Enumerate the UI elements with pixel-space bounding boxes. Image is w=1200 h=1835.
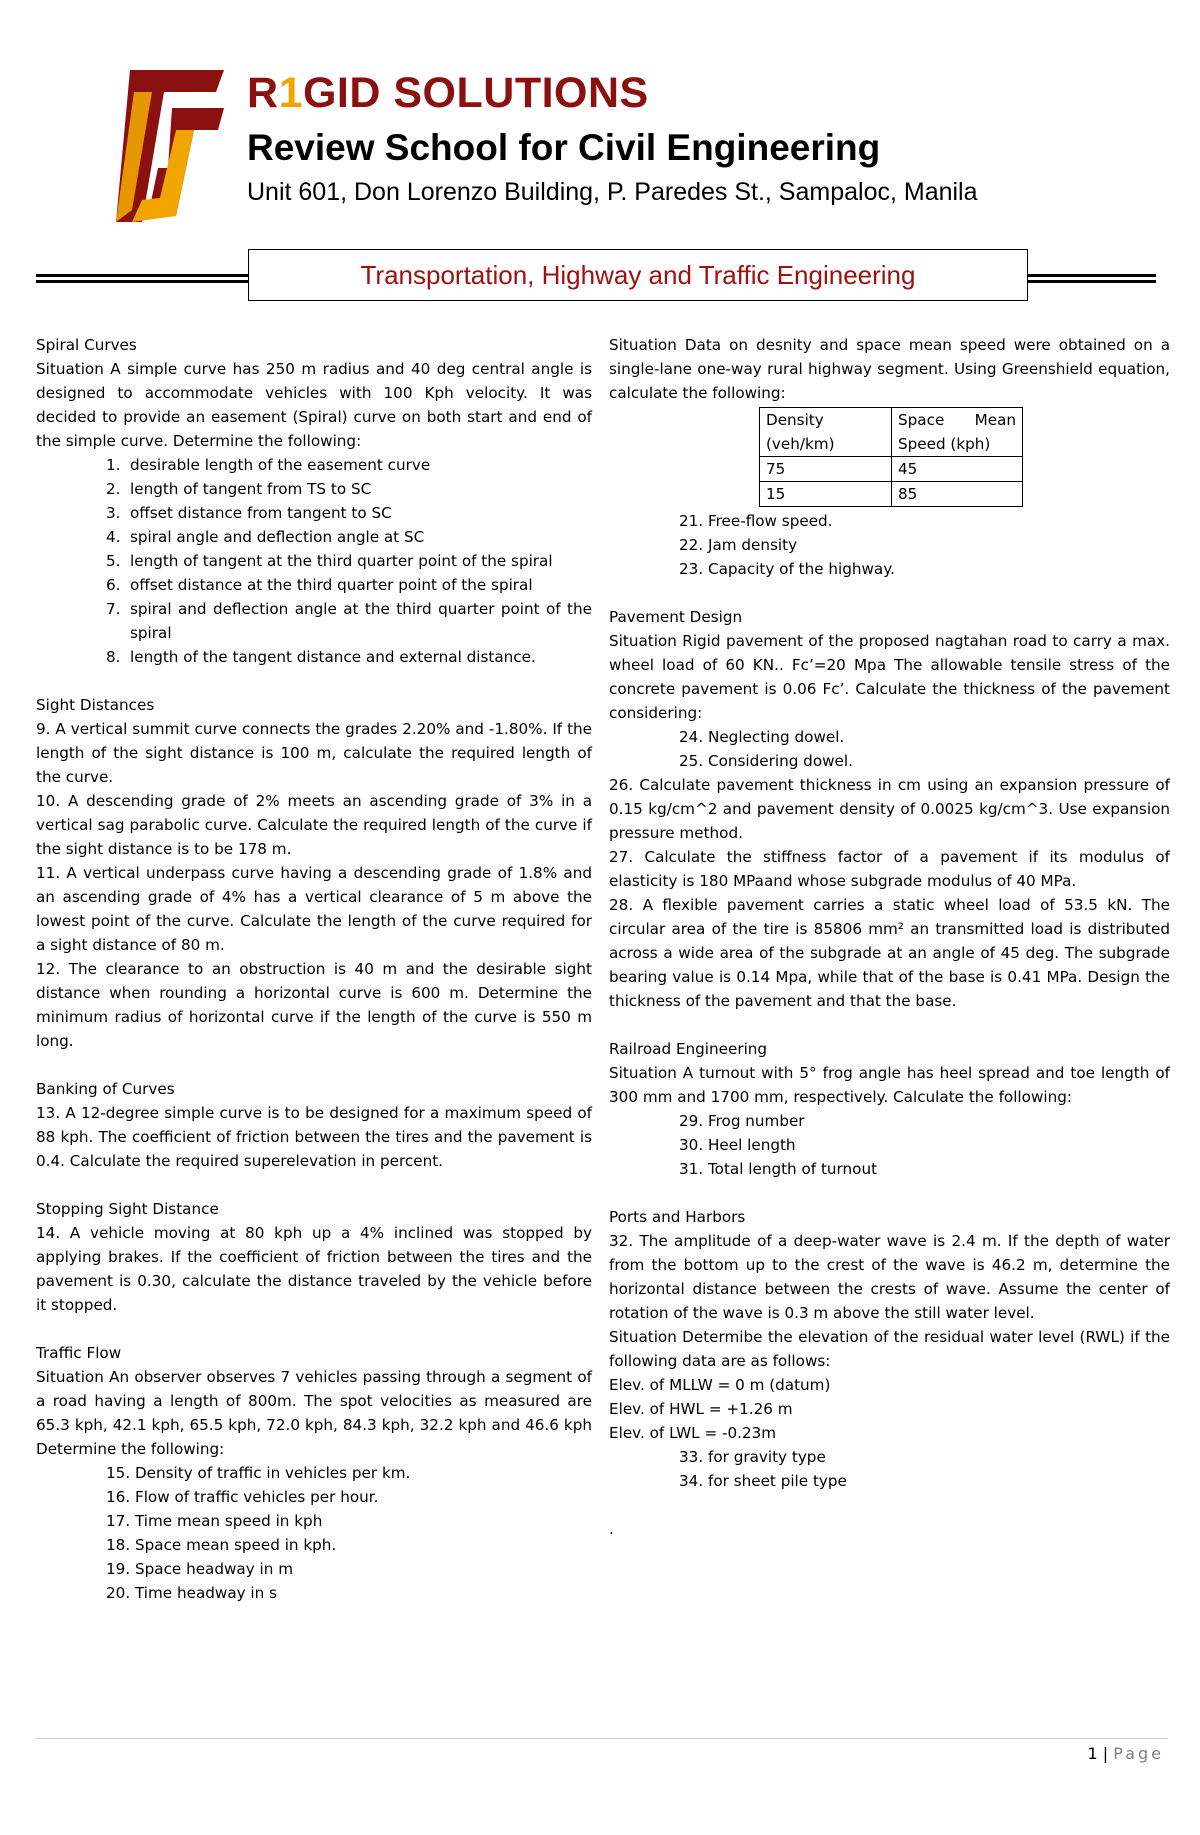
rigid-solutions-logo (112, 70, 224, 222)
trailing-dot: . (609, 1520, 614, 1538)
school-address: Unit 601, Don Lorenzo Building, P. Paredes St., Sampaloc, Manila (247, 178, 978, 206)
list-item: 21. Free-flow speed. (679, 512, 833, 530)
table-cell: 15 (760, 482, 892, 507)
list-item: 16. Flow of traffic vehicles per hour. (106, 1488, 379, 1506)
table-cell: 45 (892, 457, 1023, 482)
problem-32: 32. The amplitude of a deep-water wave is 2.4 m. If the depth of water from the bottom up to the crest of the wave is 46.2 m, determine the horizontal distance between the crests of wave. Assume the center of rotation of the wave is 0.3 m above the still water level. (609, 1232, 1170, 1322)
problem-27: 27. Calculate the stiffness factor of a pavement if its modulus of elasticity is 180 MPaand whose subgrade modulus of 40 MPa. (609, 848, 1170, 890)
problem-9: 9. A vertical summit curve connects the grades 2.20% and -1.80%. If the length of the sight distance is 100 m, calculate the required length of the curve. (36, 720, 592, 786)
list-item: 24. Neglecting dowel. (679, 728, 845, 746)
elevation-line: Elev. of LWL = -0.23m (609, 1424, 777, 1442)
left-column (36, 333, 592, 1605)
list-item: 18. Space mean speed in kph. (106, 1536, 337, 1554)
list-item: 6. offset distance at the third quarter point of the spiral (106, 576, 533, 594)
list-item: 23. Capacity of the highway. (679, 560, 895, 578)
rwl-situation: Situation Determibe the elevation of the residual water level (RWL) if the following data are as follows: (609, 1328, 1170, 1370)
section-title-sight: Sight Distances (36, 696, 155, 714)
density-speed-table (759, 407, 1023, 507)
section-title-banking: Banking of Curves (36, 1080, 175, 1098)
elevation-line: Elev. of HWL = +1.26 m (609, 1400, 793, 1418)
pavement-situation: Situation Rigid pavement of the proposed nagtahan road to carry a max. wheel load of 60 KN.. Fc’=20 Mpa The allowable tensile stress of the concrete pavement is 0.06 Fc’. Calculate the thickness of the pavement considering: (609, 632, 1170, 722)
list-item: 4. spiral angle and deflection angle at SC (106, 528, 425, 546)
problem-10: 10. A descending grade of 2% meets an ascending grade of 3% in a vertical sag parabolic curve. Calculate the required length of the curve if the sight distance is to be 178 m. (36, 792, 592, 858)
brand-name (247, 69, 649, 117)
page-number (1088, 1744, 1165, 1763)
list-item: 20. Time headway in s (106, 1584, 278, 1602)
problem-13: 13. A 12-degree simple curve is to be designed for a maximum speed of 88 kph. The coefficient of friction between the tires and the pavement is 0.4. Calculate the required superelevation in percent. (36, 1104, 592, 1170)
greenshield-situation: Situation Data on desnity and space mean speed were obtained on a single-lane one-way rural highway segment. Using Greenshield equation, calculate the following: (609, 336, 1170, 402)
list-item: 25. Considering dowel. (679, 752, 853, 770)
section-title-traffic: Traffic Flow (36, 1344, 122, 1362)
table-cell: 85 (892, 482, 1023, 507)
right-column (609, 333, 1170, 1541)
list-item: 2. length of tangent from TS to SC (106, 480, 372, 498)
list-item: 7. spiral and deflection angle at the third quarter point of the spiral (106, 600, 592, 642)
problem-28: 28. A flexible pavement carries a static wheel load of 53.5 kN. The circular area of the tire is 85806 mm² an transmitted load is distributed across a wide area of the subgrade at an angle of 45 deg. The subgrade bearing value is 0.14 Mpa, while that of the base is 0.41 MPa. Design the thickness of the pavement and that the base. (609, 896, 1170, 1010)
elevation-line: Elev. of MLLW = 0 m (datum) (609, 1376, 831, 1394)
school-name: Review School for Civil Engineering (247, 127, 881, 168)
table-row (760, 457, 1023, 482)
list-item: 15. Density of traffic in vehicles per km. (106, 1464, 411, 1482)
subject-banner (248, 249, 1028, 301)
problem-26: 26. Calculate pavement thickness in cm using an expansion pressure of 0.15 kg/cm^2 and pavement density of 0.0025 kg/cm^3. Use expansion pressure method. (609, 776, 1170, 842)
list-item: 17. Time mean speed in kph (106, 1512, 323, 1530)
list-item: 34. for sheet pile type (679, 1472, 847, 1490)
page-number-value: 1 (1087, 1744, 1098, 1763)
section-title-spiral: Spiral Curves (36, 336, 137, 354)
table-header-cell: Density (veh/km) (760, 408, 892, 457)
subject-title: Transportation, Highway and Traffic Engineering (360, 259, 916, 290)
table-cell: 75 (760, 457, 892, 482)
list-item: 31. Total length of turnout (679, 1160, 878, 1178)
section-title-railroad: Railroad Engineering (609, 1040, 768, 1058)
header-rule-right (1028, 274, 1156, 283)
problem-14: 14. A vehicle moving at 80 kph up a 4% inclined was stopped by applying brakes. If the coefficient of friction between the tires and the pavement is 0.30, calculate the distance traveled by the vehicle before it stopped. (36, 1224, 592, 1314)
table-row (760, 482, 1023, 507)
brand-prefix: R (247, 69, 279, 117)
section-title-pavement: Pavement Design (609, 608, 743, 626)
traffic-situation: Situation An observer observes 7 vehicles passing through a segment of a road having a length of 800m. The spot velocities as measured are 65.3 kph, 42.1 kph, 65.5 kph, 72.0 kph, 84.3 kph, 32.2 kph and 46.6 kph Determine the following: (36, 1368, 592, 1458)
section-title-ports: Ports and Harbors (609, 1208, 746, 1226)
brand-rest: GID SOLUTIONS (302, 69, 649, 117)
page-separator: | (1102, 1744, 1109, 1763)
list-item: 33. for gravity type (679, 1448, 826, 1466)
footer-rule (36, 1738, 1168, 1739)
list-item: 22. Jam density (679, 536, 798, 554)
section-title-stopping: Stopping Sight Distance (36, 1200, 219, 1218)
list-item: 5. length of tangent at the third quarter point of the spiral (106, 552, 553, 570)
list-item: 29. Frog number (679, 1112, 805, 1130)
list-item: 30. Heel length (679, 1136, 796, 1154)
table-row (760, 408, 1023, 457)
brand-digit: 1 (278, 69, 303, 117)
spiral-situation: Situation A simple curve has 250 m radius and 40 deg central angle is designed to accommodate vehicles with 100 Kph velocity. It was decided to provide an easement (Spiral) curve on both start and end of the simple curve. Determine the following: (36, 360, 592, 450)
railroad-situation: Situation A turnout with 5° frog angle has heel spread and toe length of 300 mm and 1700 mm, respectively. Calculate the following: (609, 1064, 1170, 1106)
list-item: 8. length of the tangent distance and external distance. (106, 648, 536, 666)
problem-12: 12. The clearance to an obstruction is 40 m and the desirable sight distance when rounding a horizontal curve is 600 m. Determine the minimum radius of horizontal curve if the length of the curve is 550 m long. (36, 960, 592, 1050)
list-item: 19. Space headway in m (106, 1560, 294, 1578)
list-item: 1. desirable length of the easement curve (106, 456, 431, 474)
problem-11: 11. A vertical underpass curve having a descending grade of 1.8% and an ascending grade of 4% has a vertical clearance of 5 m above the lowest point of the curve. Calculate the length of the curve required for a sight distance of 80 m. (36, 864, 592, 954)
list-item: 3. offset distance from tangent to SC (106, 504, 392, 522)
page-label: Page (1113, 1744, 1164, 1763)
table-header-cell: Space Mean Speed (kph) (892, 408, 1023, 457)
header-rule-left (36, 274, 248, 283)
